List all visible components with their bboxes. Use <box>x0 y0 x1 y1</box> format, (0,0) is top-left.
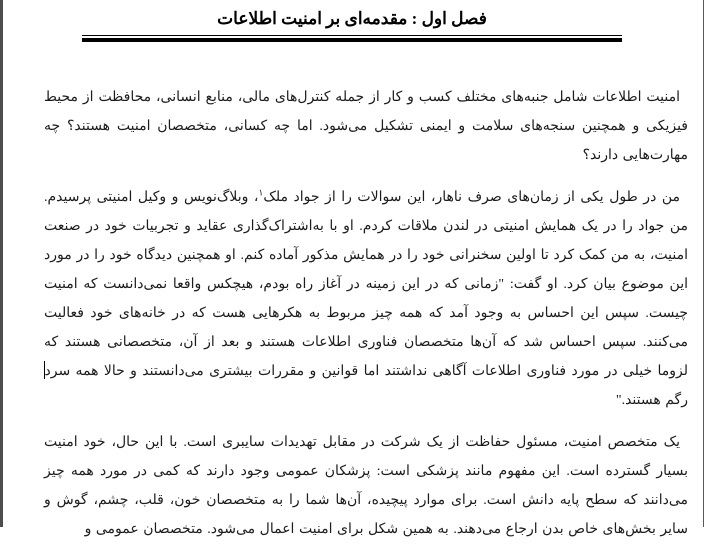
paragraph-interview-text-end: رگم هستند." <box>615 393 688 408</box>
paragraph-interview[interactable] <box>44 183 688 415</box>
title-divider <box>82 35 622 42</box>
paragraph-interview-text-middle: ، وبلاگ‌نویس و وکیل امنیتی پرسیدم. من جواد را در یک همایش امنیتی در لندن ملاقات کردم. او با به‌اشتراک‌گذاری عقاید و تجربیات خود در صنعت امنیت، به من کمک کرد تا اولین سخنرانی خود را در همایش مذکور آماده کنم. او همچنین دیدگاه خود را در مورد این موضوع بیان کرد. او گفت: "زمانی که در این زمینه در آغاز راه بودم، هیچکس واقعا نمی‌دانست که امنیت چیست. سپس این احساس به وجود آمد که همه چیز مربوط به هکرهایی هست که در خانه‌های خود فعالیت می‌کنند. سپس احساس شد که آن‌ها متخصصان فناوری اطلاعات هستند و بعد از آن، متخصصانی هستند که لزوما خیلی در مورد فناوری اطلاعات آگاهی نداشتند اما قوانین و مقررات بیشتری می‌دانستند و حالا همه سرد <box>44 190 688 379</box>
divider-thick-line <box>82 38 622 42</box>
paragraph-intro[interactable]: امنیت اطلاعات شامل جنبه‌های مختلف کسب و کار از جمله کنترل‌های مالی، منابع انسانی، محافظت از محیط فیزیکی و همچنین سنجه‌های سلامت و ایمنی تشکیل می‌شود. اما چه کسانی، متخصصان امنیت هستند؟ چه مهارت‌هایی دارند؟ <box>44 90 688 163</box>
footnote-reference[interactable]: ۱ <box>258 187 264 198</box>
document-text-area[interactable] <box>0 83 704 544</box>
page-left-edge <box>0 0 3 527</box>
paragraph-interview-text-start: من در طول یکی از زمان‌های صرف ناهار، این سوالات را از جواد ملک <box>263 190 680 205</box>
paragraph-specialist[interactable]: یک متخصص امنیت، مسئول حفاظت از یک شرکت در مقابل تهدیدات سایبری است. با این حال، خود امنیت بسیار گسترده است. این مفهوم مانند پزشکی است: پزشکان عمومی وجود دارند که کمی در مورد همه چیز می‌دانند که سطح پایه دانش است. برای موارد پیچیده، آن‌ها شما را به متخصصان خون، قلب، چشم، گوش و سایر بخش‌های خاص بدن ارجاع می‌دهند. به همین شکل برای امنیت اعمال می‌شود. متخصصان عمومی و <box>44 435 688 537</box>
chapter-title: فصل اول : مقدمه‌ای بر امنیت اطلاعات <box>217 9 487 28</box>
